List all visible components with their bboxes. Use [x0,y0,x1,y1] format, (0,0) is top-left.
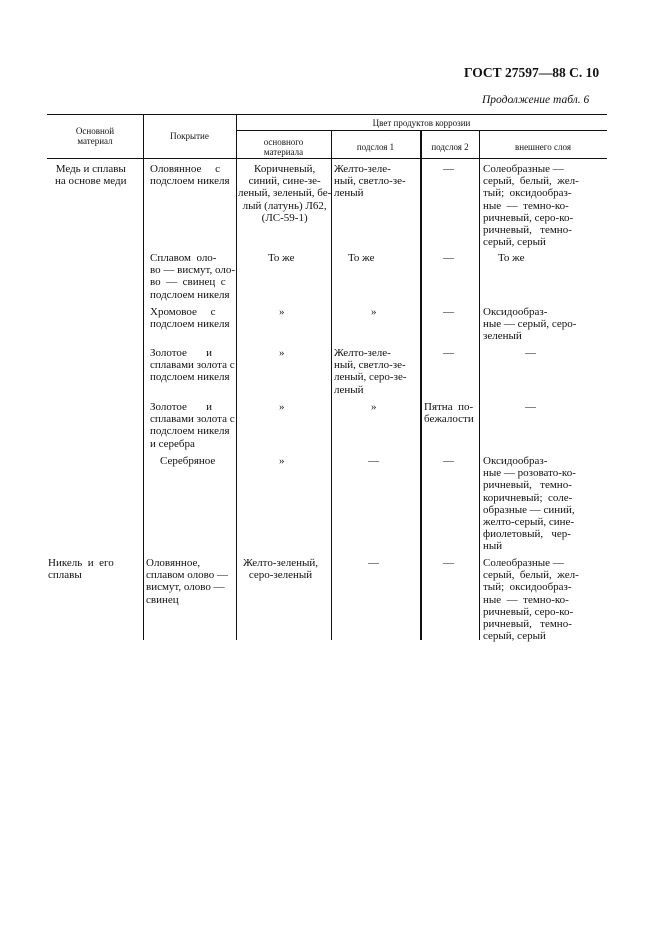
row5-sublayer1: » [371,401,377,413]
page-header: ГОСТ 27597—88 С. 10 [464,65,600,80]
row1-sublayer2: — [443,163,454,175]
row6-sublayer1: — [368,455,379,467]
row5-coating: Золотое и сплавами золота с подслоем никеля и серебра [150,401,235,450]
row6-sublayer2: — [443,455,454,467]
header-base: основного материала [263,137,304,157]
row7-sublayer1: — [368,557,379,569]
row4-coating: Золотое и сплавами золота с подслоем никеля [150,347,235,384]
column-divider-2 [236,114,237,640]
row1-outer: Солеобразные — серый, белый, жел- тый; оксидообраз- ные — темно-ко- ричневый, серо-ко- ричневый, темно- серый, серый [483,163,579,249]
row2-outer: То же [498,252,525,264]
row1-coating: Оловянное с подслоем никеля [150,163,230,188]
row7-outer: Солеобразные — серый, белый, жел- тый; оксидообраз- ные — темно-ко- ричневый, серо-ко- ричневый, темно- серый, серый [483,557,579,643]
row4-base: » [279,347,285,359]
header-corrosion-color: Цвет продуктов коррозии [372,118,471,128]
row7-coating: Оловянное, сплавом олово — висмут, олово — свинец [146,557,228,606]
row5-outer: — [525,401,536,413]
row4-sublayer1: Желто-зеле- ный, светло-зе- леный, серо-зе- леный [334,347,407,396]
row6-coating: Серебряное [160,455,216,467]
row1-material: Медь и сплавы на основе меди [55,163,127,188]
header-base-material: Основной материал [75,126,115,146]
column-divider-5 [479,130,480,640]
row7-base: Желто-зеленый, серо-зеленый [243,557,319,582]
row2-sublayer2: — [443,252,454,264]
row5-base: » [279,401,285,413]
row6-outer: Оксидообраз- ные — розовато-ко- ричневый, темно- коричневый; соле- образные — синий, желто-серый, сине- фиолетовый, чер- ный [483,455,576,553]
header-outer: внешнего слоя [515,142,571,152]
table-continuation-label: Продолжение табл. 6 [482,94,590,106]
row3-coating: Хромовое с подслоем никеля [150,306,230,331]
row7-sublayer2: — [443,557,454,569]
row3-sublayer2: — [443,306,454,318]
row6-base: » [279,455,285,467]
row5-sublayer2: Пятна по- бежалости [424,401,474,426]
table-top-border [47,114,607,115]
row1-base: Коричневый, синий, сине-зе- леный, зеленый, бе- лый (латунь) Л62, (ЛС-59-1) [238,163,332,224]
row1-sublayer1: Желто-зеле- ный, светло-зе- леный [334,163,406,200]
row2-coating: Сплавом оло- во — висмут, оло- во — свинец с подслоем никеля [150,252,236,301]
column-divider-4 [420,130,422,640]
header-coating: Покрытие [170,131,209,141]
row2-sublayer1: То же [348,252,375,264]
row4-outer: — [525,347,536,359]
row7-material: Никель и его сплавы [48,557,114,582]
header-sublayer1: подслоя 1 [356,142,395,152]
row2-base: То же [268,252,295,264]
column-divider-1 [143,114,144,640]
header-bottom-border [47,158,607,159]
row3-outer: Оксидообраз- ные — серый, серо- зеленый [483,306,577,343]
header-sublayer2: подслоя 2 [431,142,469,152]
row3-sublayer1: » [371,306,377,318]
row4-sublayer2: — [443,347,454,359]
row3-base: » [279,306,285,318]
